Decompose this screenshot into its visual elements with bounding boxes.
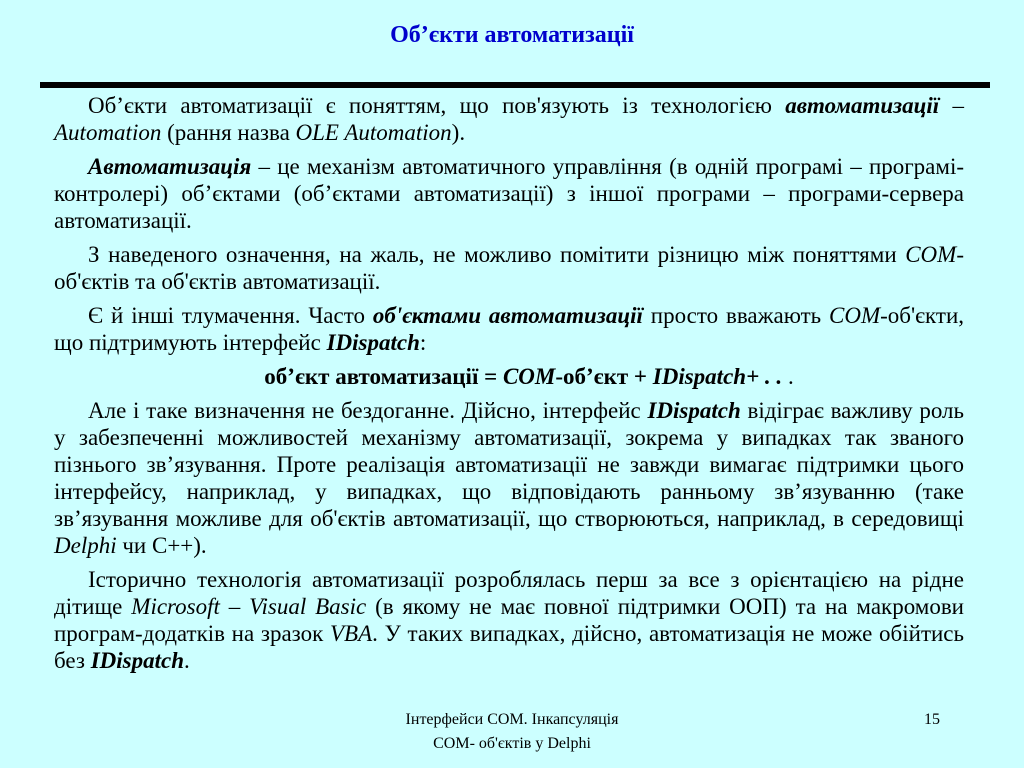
formula-line bbox=[54, 363, 964, 390]
paragraph-3-text-1: З наведеного означення, на жаль, не можливо помітити різницю між поняттями bbox=[88, 242, 906, 267]
footer-line-2: COM- об'єктів у Delphi bbox=[433, 735, 591, 752]
paragraph-4-text-1: Є й інші тлумачення. Часто bbox=[88, 303, 373, 328]
term-com: COM bbox=[829, 303, 881, 328]
footer-line-1: Інтерфейси COM. Інкапсуляція bbox=[405, 711, 619, 728]
term-microsoft-visual-basic: Microsoft – Visual Basic bbox=[131, 594, 367, 619]
term-idispatch: IDispatch bbox=[326, 330, 420, 355]
paragraph-2-text-1: – це механізм автоматичного управління (в одній програмі – програмі-контролері) об’єктами (об’єктами автоматизації) з іншої програми – програми-сервера автоматизації. bbox=[54, 154, 964, 233]
term-automation-ua: автоматизації bbox=[785, 93, 940, 118]
paragraph-4 bbox=[54, 302, 964, 356]
paragraph-1-text-3: (рання назва bbox=[161, 120, 296, 145]
paragraph-1 bbox=[54, 92, 964, 146]
term-idispatch: IDispatch bbox=[90, 648, 185, 673]
paragraph-5-text-2: відіграє важливу роль у забезпеченні можливостей механізму автоматизації, зокрема у випадках так званого пізнього зв’язування. Проте реалізація автоматизації не завжди вимагає підтримки цього інтерфейсу, наприклад, у випадках, що відповідають ранньому зв’язуванню (таке зв’язування можливе для об'єктів автоматизації, що створюються, наприклад, в середовищі bbox=[54, 398, 964, 531]
paragraph-5-text-1: Але і таке визначення не бездоганне. Дійсно, інтерфейс bbox=[88, 398, 648, 423]
term-idispatch: IDispatch bbox=[647, 398, 741, 423]
term-automation-definition: Автоматизація bbox=[88, 154, 252, 179]
term-com: COM bbox=[905, 242, 957, 267]
paragraph-1-text-2: – bbox=[939, 93, 965, 118]
paragraph-2 bbox=[54, 153, 964, 234]
paragraph-6-text-1: Історично технологія автоматизації розроблялась перш за все з орієнтацією на рідне дітище bbox=[54, 567, 964, 619]
paragraph-4-text-3: -об'єкти, що підтримують інтерфейс bbox=[54, 303, 964, 355]
paragraph-4-text-2: просто вважають bbox=[642, 303, 830, 328]
page-number: 15 bbox=[924, 711, 940, 728]
term-automation-objects: об'єктами автоматизації bbox=[372, 303, 643, 328]
paragraph-6-text-4: . bbox=[184, 648, 190, 673]
term-ole-automation: OLE Automation bbox=[295, 120, 452, 145]
paragraph-6-text-3: . У таких випадках, дійсно, автоматизація не може обійтись без bbox=[54, 621, 964, 673]
formula-idispatch: IDispatch+ . . bbox=[652, 364, 788, 389]
slide-body bbox=[54, 92, 964, 681]
paragraph-1-text-4: ). bbox=[451, 120, 466, 145]
formula-text-1: об’єкт автоматизації = bbox=[264, 364, 503, 389]
paragraph-5 bbox=[54, 397, 964, 559]
paragraph-4-text-4: : bbox=[419, 330, 427, 355]
title-divider bbox=[40, 82, 990, 88]
paragraph-3 bbox=[54, 241, 964, 295]
term-vba: VBA bbox=[329, 621, 373, 646]
paragraph-6 bbox=[54, 566, 964, 674]
paragraph-1-text-1: Об’єкти автоматизації є поняттям, що пов'язують із технологією bbox=[88, 93, 786, 118]
formula-text-3: . bbox=[787, 364, 794, 389]
footer-caption bbox=[312, 708, 712, 756]
formula-com: COM bbox=[502, 364, 556, 389]
formula-text-2: -об’єкт + bbox=[555, 364, 653, 389]
paragraph-5-text-3: чи C++). bbox=[116, 533, 207, 558]
paragraph-6-text-2: (в якому не має повної підтримки ООП) та на макромови програм-додатків на зразок bbox=[54, 594, 964, 646]
term-delphi: Delphi bbox=[54, 533, 117, 558]
paragraph-3-text-2: -об'єктів та об'єктів автоматизації. bbox=[54, 242, 964, 294]
term-automation-en: Automation bbox=[54, 120, 162, 145]
slide-title: Об’єкти автоматизації bbox=[390, 22, 634, 48]
